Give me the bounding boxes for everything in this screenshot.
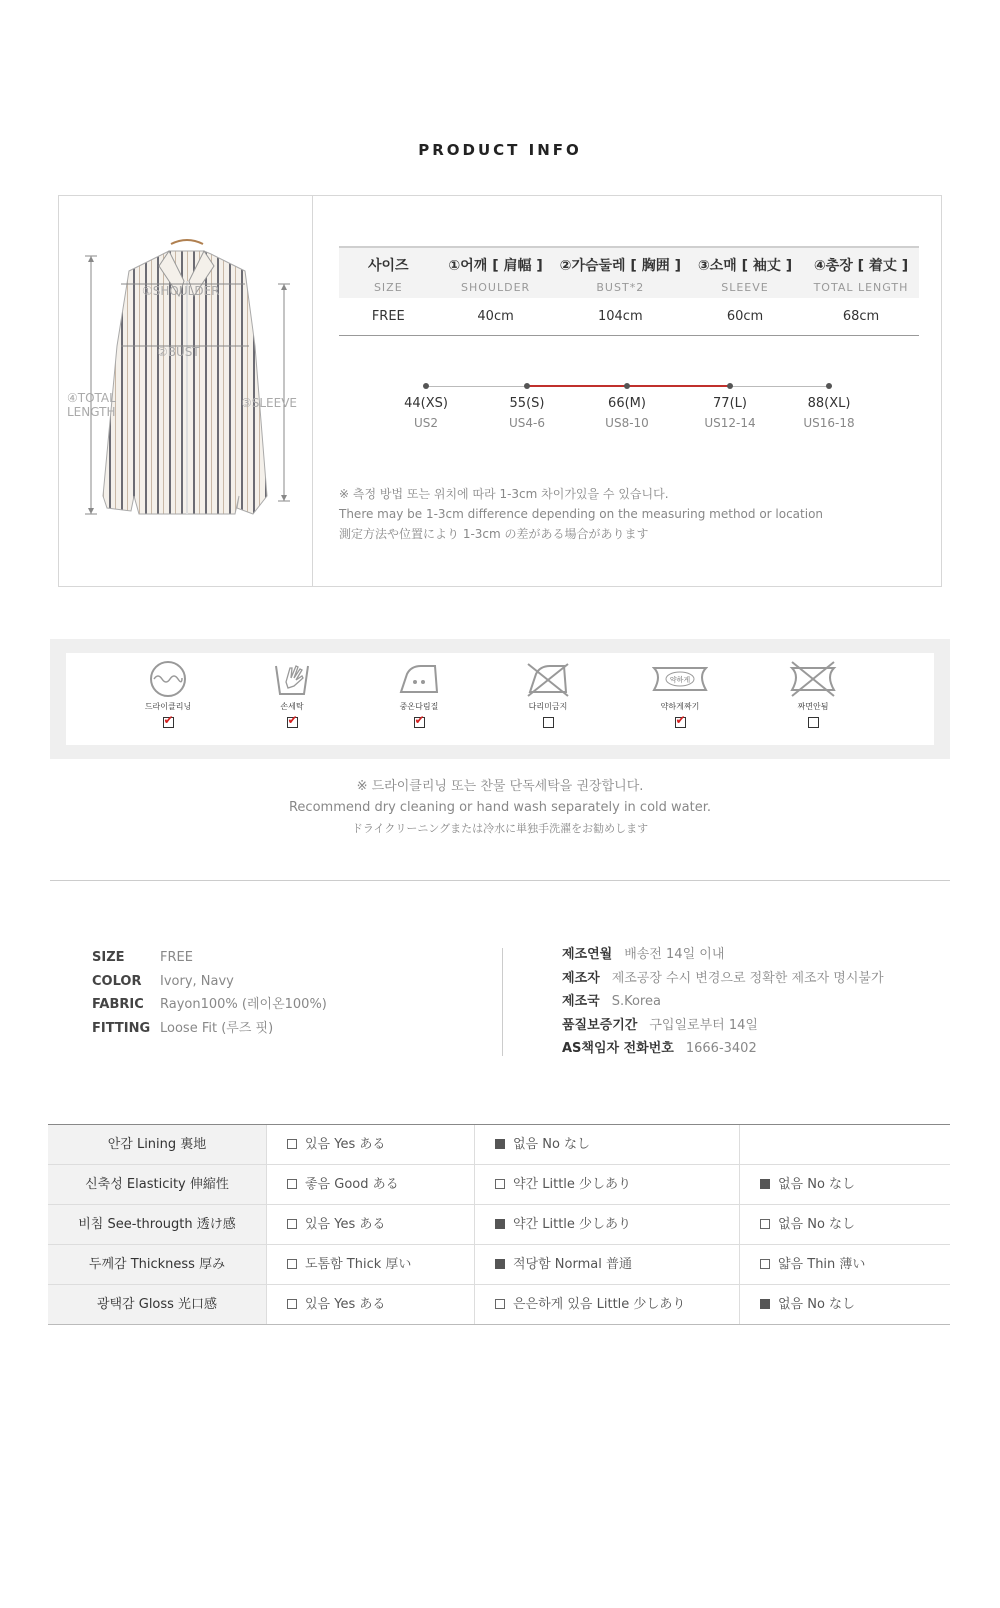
care-checkbox xyxy=(163,717,174,728)
checkbox xyxy=(495,1259,505,1269)
spec-divider xyxy=(502,948,503,1056)
size-table-header xyxy=(339,246,919,298)
care-item: 손세탁 ✔ xyxy=(247,660,337,728)
shoulder-label: ①SHOULDER xyxy=(142,284,220,298)
note-kr: ※ 측정 방법 또는 위치에 따라 1-3cm 차이가있을 수 있습니다. xyxy=(339,487,669,501)
checkbox xyxy=(760,1219,770,1229)
page-title: PRODUCT INFO xyxy=(418,141,582,159)
bust-label: ②BUST xyxy=(157,345,200,359)
checkbox xyxy=(287,1299,297,1309)
checkbox xyxy=(495,1299,505,1309)
size-label: 66(M) xyxy=(608,396,646,411)
table-row: 두께감 Thickness 厚み 도톰함 Thick 厚い 적당함 Normal 普通 얇음 Thin 薄い xyxy=(48,1245,950,1285)
size-dot xyxy=(727,383,733,389)
us-size-label: US16-18 xyxy=(803,416,855,430)
header-cell: 사이즈 SIZE xyxy=(368,258,409,294)
checkbox xyxy=(287,1179,297,1189)
checkbox xyxy=(495,1139,505,1149)
size-table-row xyxy=(339,298,919,336)
svg-text:약하게: 약하게 xyxy=(669,676,691,684)
cell-sleeve: 60cm xyxy=(726,309,764,324)
size-dot xyxy=(524,383,530,389)
checkbox xyxy=(287,1219,297,1229)
shirt-diagram xyxy=(59,196,312,586)
manufacturer-info: 제조연월 배송전 14일 이내 제조자 제조공장 수시 변경으로 정확한 제조자 명시불가 제조국 S.Korea 품질보증기간 구입일로부터 14일 AS책임자 전화번호 1666-3402 xyxy=(562,947,884,1056)
care-checkbox xyxy=(287,717,298,728)
measurement-notes xyxy=(339,484,823,544)
us-size-label: US2 xyxy=(413,416,439,430)
note-en: There may be 1-3cm difference depending on the measuring method or location xyxy=(339,507,824,521)
care-checkbox xyxy=(675,717,686,728)
care-checkbox xyxy=(543,717,554,728)
care-item: 짜면안됨 xyxy=(768,660,858,728)
section-divider xyxy=(50,880,950,881)
table-row: 안감 Lining 裏地 있음 Yes ある 없음 No なし xyxy=(48,1125,950,1165)
table-row: 신축성 Elasticity 伸縮性 좋음 Good ある 약간 Little 少しあり 없음 No なし xyxy=(48,1165,950,1205)
care-checkbox xyxy=(414,717,425,728)
no-tumble-icon xyxy=(788,660,838,698)
us-size-label: US12-14 xyxy=(704,416,756,430)
checkbox xyxy=(760,1299,770,1309)
us-size-label: US4-6 xyxy=(509,416,545,430)
dry-cleaning-icon xyxy=(148,660,188,698)
table-row: 광택감 Gloss 光口感 있음 Yes ある 은은하게 있음 Little 少しあり 없음 No なし xyxy=(48,1285,950,1325)
care-checkbox xyxy=(808,717,819,728)
sleeve-label: ③SLEEVE xyxy=(241,396,298,410)
care-note: ※ 드라이클리닝 또는 찬물 단독세탁을 권장합니다. Recommend dry cleaning or hand wash separately in cold water. ドライクリーニングまたは冷水に単独手洗濯をお勧めします xyxy=(288,779,711,835)
checkbox xyxy=(495,1219,505,1229)
weak-wring-icon xyxy=(652,660,708,698)
size-label: 55(S) xyxy=(509,396,545,411)
size-dot xyxy=(423,383,429,389)
checkbox xyxy=(760,1259,770,1269)
checkbox xyxy=(495,1179,505,1189)
checkbox xyxy=(287,1259,297,1269)
size-label: 44(XS) xyxy=(404,396,448,411)
care-item: 약하게 약하게짜기 ✔ xyxy=(635,660,725,728)
table-row: 비침 See-througth 透け感 있음 Yes ある 약간 Little 少しあり 없음 No なし xyxy=(48,1205,950,1245)
size-label: 77(L) xyxy=(713,396,747,411)
care-item: 중온다림질 ✔ xyxy=(374,660,464,728)
us-size-label: US8-10 xyxy=(605,416,649,430)
cell-size: FREE xyxy=(371,309,405,324)
cell-total-length: 68cm xyxy=(842,309,880,324)
header-cell: ③소매 [ 袖丈 ] SLEEVE xyxy=(697,258,793,294)
size-dot xyxy=(624,383,630,389)
care-item: 드라이클리닝 ✔ xyxy=(123,660,213,728)
header-cell: ②가슴둘레 [ 胸囲 ] BUST*2 xyxy=(559,258,681,294)
checkbox xyxy=(287,1139,297,1149)
checkbox xyxy=(760,1179,770,1189)
header-cell: ④총장 [ 着丈 ] TOTAL LENGTH xyxy=(813,258,909,294)
header-cell: ①어깨 [ 肩幅 ] SHOULDER xyxy=(448,258,543,294)
iron-medium-icon xyxy=(397,660,441,698)
cell-shoulder: 40cm xyxy=(477,309,514,324)
total-length-label: ④TOTAL LENGTH xyxy=(67,391,116,419)
no-iron-icon xyxy=(526,660,570,698)
hand-wash-icon xyxy=(272,660,312,698)
divider xyxy=(312,196,313,586)
care-item: 다리미금지 xyxy=(503,660,593,728)
cell-bust: 104cm xyxy=(597,309,643,324)
size-label: 88(XL) xyxy=(807,396,851,411)
size-dot xyxy=(826,383,832,389)
size-table xyxy=(339,246,919,336)
fabric-attributes-table xyxy=(48,1124,950,1325)
note-jp: 測定方法や位置により 1-3cm の差がある場合があります xyxy=(339,527,649,541)
product-spec: SIZE FREE COLOR Ivory, Navy FABRIC Rayon100% (레이온100%) FITTING Loose Fit (루즈 핏) xyxy=(92,950,327,1036)
